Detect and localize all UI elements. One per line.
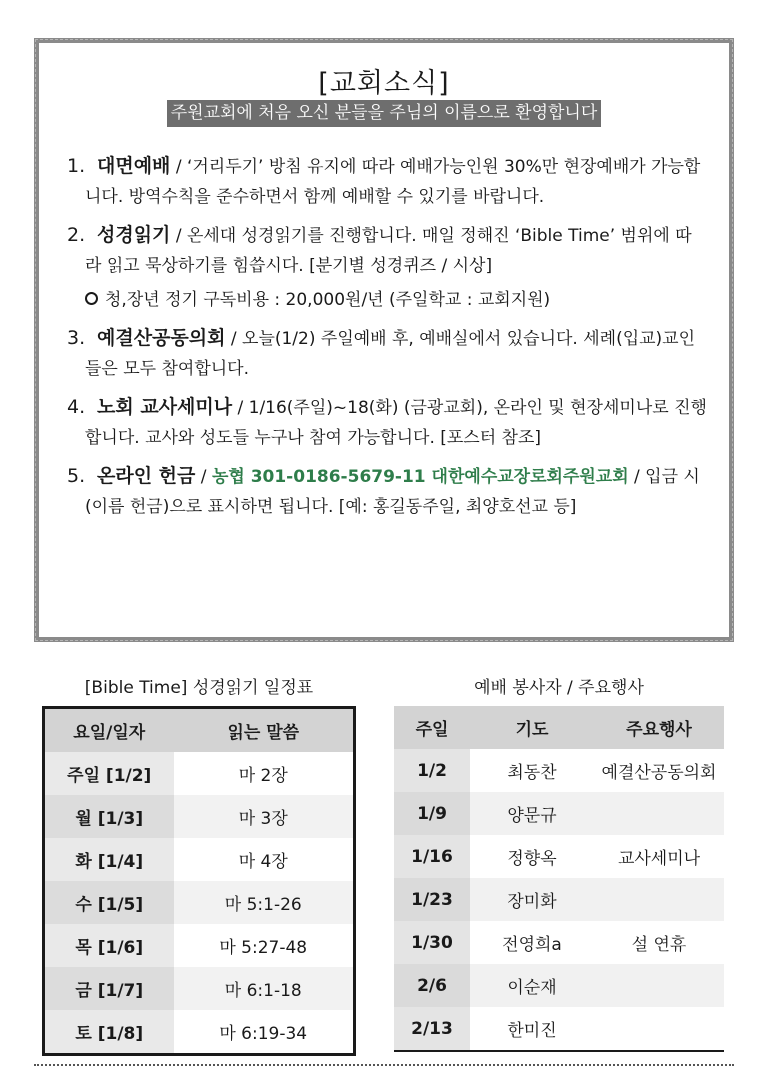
column-header: 요일/일자 — [44, 708, 174, 753]
column-header: 주요행사 — [594, 706, 724, 749]
table-row: 월 [1/3] 마 3장 — [44, 795, 355, 838]
bottom-divider — [34, 1064, 734, 1066]
column-header: 기도 — [470, 706, 594, 749]
news-item: 1. 대면예배 / ‘거리두기’ 방침 유지에 따라 예배가능인원 30%만 현장예배가 가능합니다. 방역수칙을 준수하면서 함께 예배할 수 있기를 바랍니다. — [67, 155, 701, 207]
news-item-text: / 1/16(주일)~18(화) (금광교회), 온라인 및 현장세미나로 진행합니다. 교사와 성도들 누구나 참여 가능합니다. [포스터 참조] — [85, 398, 707, 448]
circle-bullet-icon — [85, 292, 98, 305]
table-row: 1/23 장미화 — [394, 878, 724, 921]
column-header: 주일 — [394, 706, 470, 749]
news-item-text: / 오늘(1/2) 주일예배 후, 예배실에서 있습니다. 세례(입교)교인들은 모두 참여합니다. — [85, 329, 696, 379]
news-item-head: 예결산공동의회 — [97, 327, 226, 349]
table-row: 금 [1/7] 마 6:1-18 — [44, 967, 355, 1010]
news-title: [교회소식] — [318, 68, 450, 99]
service-schedule-table — [394, 706, 724, 1052]
table-row: 1/2 최동찬 예결산공동의회 — [394, 749, 724, 792]
welcome-banner: 주원교회에 처음 오신 분들을 주님의 이름으로 환영합니다 — [167, 100, 602, 127]
news-item-text: / 온세대 성경읽기를 진행합니다. 매일 정해진 ‘Bible Time’ 범위에 따라 읽고 묵상하기를 힘씁시다. [분기별 성경퀴즈 / 시상] — [85, 226, 692, 276]
table-row: 주일 [1/2] 마 2장 — [44, 752, 355, 795]
news-item: 5. 온라인 헌금 / 농협 301-0186-5679-11 대한예수교장로회주원교회 / 입금 시 (이름 헌금)으로 표시하면 됩니다. [예: 홍길동주일, 최양호선교 등] — [67, 465, 700, 517]
news-item-text: / 입금 시 (이름 헌금)으로 표시하면 됩니다. [예: 홍길동주일, 최양호선교 등] — [85, 467, 700, 517]
table-row: 화 [1/4] 마 4장 — [44, 838, 355, 881]
table-row: 2/6 이순재 — [394, 964, 724, 1007]
table-row: 1/30 전영희a 설 연휴 — [394, 921, 724, 964]
news-item-text: / ‘거리두기’ 방침 유지에 따라 예배가능인원 30%만 현장예배가 가능합니다. 방역수칙을 준수하면서 함께 예배할 수 있기를 바랍니다. — [85, 157, 701, 207]
news-item-head: 온라인 헌금 — [97, 465, 196, 487]
news-item-head: 대면예배 — [97, 155, 171, 177]
bank-account: 농협 301-0186-5679-11 대한예수교장로회주원교회 — [211, 467, 629, 487]
news-item: 4. 노회 교사세미나 / 1/16(주일)~18(화) (금광교회), 온라인 및 현장세미나로 진행합니다. 교사와 성도들 누구나 참여 가능합니다. [포스터 참조] — [67, 396, 707, 448]
table-row: 목 [1/6] 마 5:27-48 — [44, 924, 355, 967]
bible-table-caption: [Bible Time] 성경읽기 일정표 — [84, 678, 314, 698]
news-item-head: 노회 교사세미나 — [97, 396, 233, 418]
bible-reading-table — [42, 706, 356, 1056]
table-row: 1/9 양문규 — [394, 792, 724, 835]
news-item: 3. 예결산공동의회 / 오늘(1/2) 주일예배 후, 예배실에서 있습니다. 세례(입교)교인들은 모두 참여합니다. — [67, 327, 696, 379]
table-row: 수 [1/5] 마 5:1-26 — [44, 881, 355, 924]
news-subitem: 청,장년 정기 구독비용 : 20,000원/년 (주일학교 : 교회지원) — [67, 285, 707, 315]
table-row: 2/13 한미진 — [394, 1007, 724, 1051]
news-item: 2. 성경읽기 / 온세대 성경읽기를 진행합니다. 매일 정해진 ‘Bible Time’ 범위에 따라 읽고 묵상하기를 힘씁시다. [분기별 성경퀴즈 / 시상] — [67, 224, 692, 276]
table-row: 토 [1/8] 마 6:19-34 — [44, 1010, 355, 1055]
table-row: 1/16 정향옥 교사세미나 — [394, 835, 724, 878]
news-item-head: 성경읽기 — [97, 224, 171, 246]
column-header: 읽는 말씀 — [174, 708, 355, 753]
service-table-caption: 예배 봉사자 / 주요행사 — [474, 678, 644, 698]
news-items — [67, 151, 707, 530]
church-news-box — [34, 38, 734, 642]
